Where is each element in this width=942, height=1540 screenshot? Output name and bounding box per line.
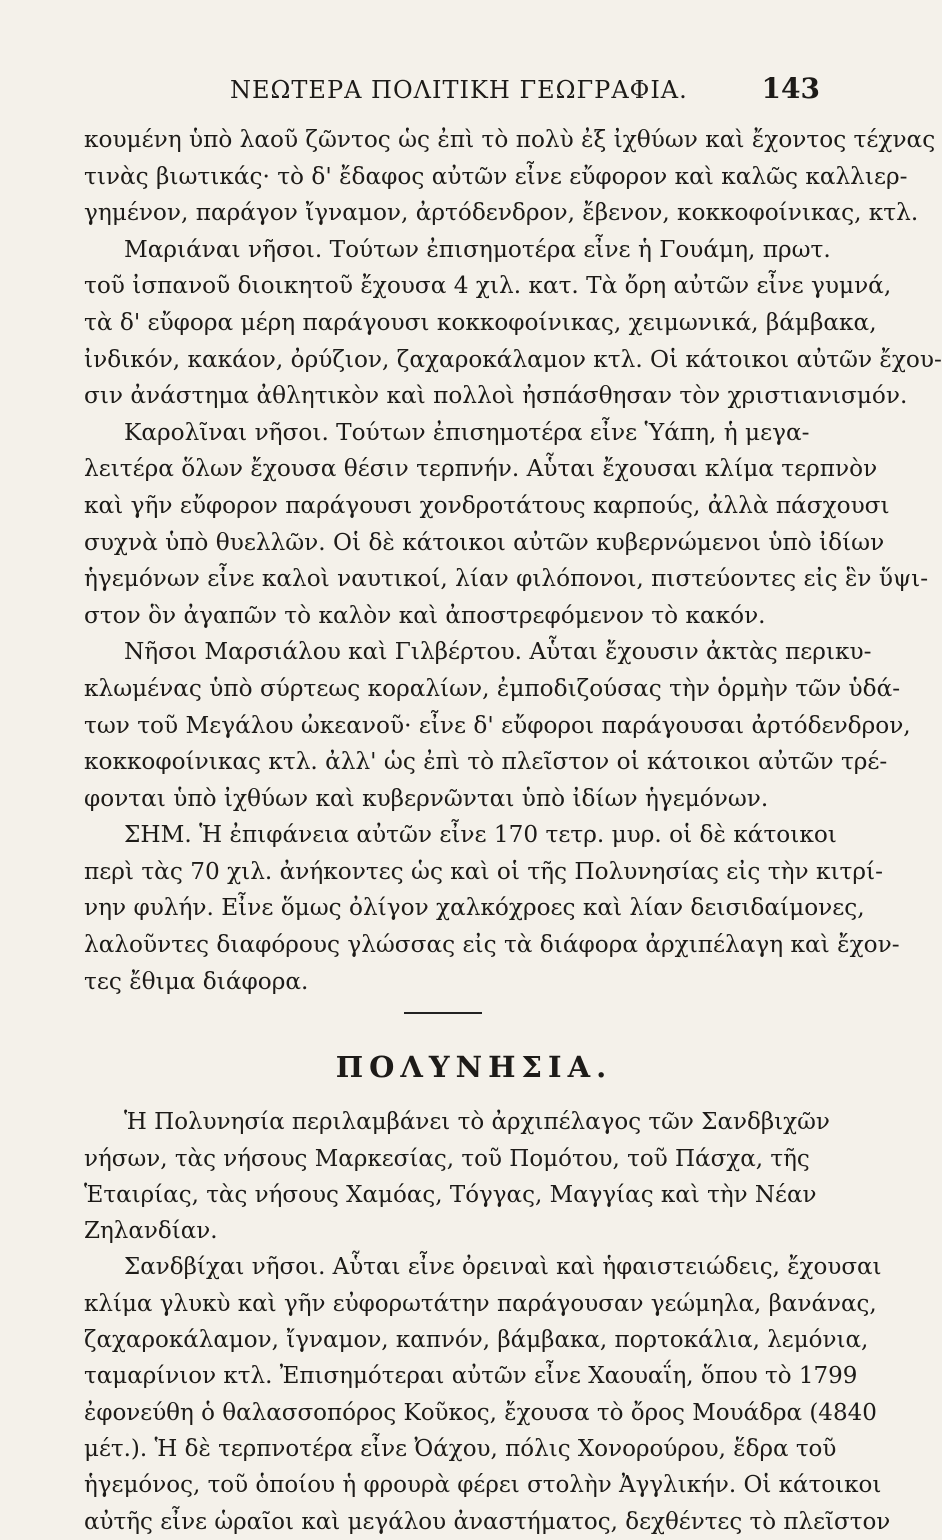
text-line: των τοῦ Μεγάλου ὠκεανοῦ· εἶνε δ' εὔφοροι παράγουσαι ἀρτόδενδρον, — [84, 711, 911, 739]
text-line: κοκκοφοίνικας κτλ. ἀλλ' ὡς ἐπὶ τὸ πλεῖστον οἱ κάτοικοι αὐτῶν τρέ- — [84, 748, 888, 776]
text-line: κουμένη ὑπὸ λαοῦ ζῶντος ὡς ἐπὶ τὸ πολὺ ἐξ ἰχθύων καὶ ἔχοντος τέχνας — [84, 126, 936, 153]
text-line: Ἑταιρίας, τὰς νήσους Χαμόας, Τόγγας, Μαγγίας καὶ τὴν Νέαν — [84, 1181, 817, 1208]
text-line: Ἡ Πολυνησία περιλαμβάνει τὸ ἀρχιπέλαγος τῶν Σανδβιχῶν — [124, 1109, 830, 1136]
text-line: ἡγεμόνων εἶνε καλοὶ ναυτικοί, λίαν φιλόπονοι, πιστεύοντες εἰς ἓν ὕψι- — [84, 565, 929, 593]
divider-rule — [404, 1012, 482, 1014]
text-line: Νῆσοι Μαρσιάλου καὶ Γιλβέρτου. Αὗται ἔχουσιν ἀκτὰς περικυ- — [124, 638, 872, 666]
text-line: στον ὃν ἀγαπῶν τὸ καλὸν καὶ ἀποστρεφόμενον τὸ κακόν. — [84, 601, 766, 629]
text-line: Σανδβίχαι νῆσοι. Αὗται εἶνε ὀρειναὶ καὶ ἡφαιστειώδεις, ἔχουσαι — [124, 1254, 882, 1281]
text-line: κλίμα γλυκὺ καὶ γῆν εὐφορωτάτην παράγουσαν γεώμηλα, βανάνας, — [84, 1290, 877, 1317]
text-line: τοῦ ἰσπανοῦ διοικητοῦ ἔχουσα 4 χιλ. κατ. Τὰ ὄρη αὐτῶν εἶνε γυμνά, — [84, 272, 892, 300]
text-line: αὐτῆς εἶνε ὡραῖοι καὶ μεγάλου ἀναστήματος, δεχθέντες τὸ πλεῖστον — [84, 1508, 891, 1535]
text-line: κλωμένας ὑπὸ σύρτεως κοραλίων, ἐμποδιζούσας τὴν ὁρμὴν τῶν ὑδά- — [84, 674, 901, 702]
page-header — [80, 72, 820, 112]
text-line: μέτ.). Ἡ δὲ τερπνοτέρα εἶνε Ὀάχου, πόλις Χονορούρου, ἕδρα τοῦ — [84, 1435, 837, 1462]
note-line: νην φυλήν. Εἶνε ὅμως ὀλίγον χαλκόχροες καὶ λίαν δεισιδαίμονες, — [84, 894, 865, 922]
body-text — [84, 122, 942, 1540]
section-body — [84, 1104, 891, 1540]
text-line: ζαχαροκάλαμον, ἴγναμον, καπνόν, βάμβακα, πορτοκάλια, λεμόνια, — [84, 1327, 869, 1354]
note-line: ΣΗΜ. Ἡ ἐπιφάνεια αὐτῶν εἶνε 170 τετρ. μυρ. οἱ δὲ κάτοικοι — [124, 821, 837, 849]
text-line: συχνὰ ὑπὸ θυελλῶν. Οἱ δὲ κάτοικοι αὐτῶν κυβερνώμενοι ὑπὸ ἰδίων — [84, 528, 885, 556]
section-heading: ΠΟΛΥΝΗΣΙΑ. — [335, 1050, 613, 1085]
note-line: λαλοῦντες διαφόρους γλώσσας εἰς τὰ διάφορα ἀρχιπέλαγη καὶ ἔχον- — [84, 931, 900, 959]
text-line: καὶ γῆν εὔφορον παράγουσι χονδροτάτους καρπούς, ἀλλὰ πάσχουσι — [84, 491, 890, 519]
text-line: σιν ἀνάστημα ἀθλητικὸν καὶ πολλοὶ ἠσπάσθησαν τὸν χριστιανισμόν. — [84, 382, 908, 410]
text-line: λειτέρα ὅλων ἔχουσα θέσιν τερπνήν. Αὗται ἔχουσαι κλίμα τερπνὸν — [84, 455, 878, 483]
page-number: 143 — [761, 72, 820, 105]
text-line: τὰ δ' εὔφορα μέρη παράγουσι κοκκοφοίνικας, χειμωνικά, βάμβακα, — [84, 308, 877, 336]
text-line: Ζηλανδίαν. — [84, 1218, 218, 1245]
text-line: τινὰς βιωτικάς· τὸ δ' ἔδαφος αὐτῶν εἶνε εὔφορον καὶ καλῶς καλλιερ- — [84, 162, 908, 190]
text-line: γημένον, παράγον ἴγναμον, ἀρτόδενδρον, ἔβενον, κοκκοφοίνικας, κτλ. — [84, 199, 919, 227]
text-line: ταμαρίνιον κτλ. Ἐπισημότεραι αὐτῶν εἶνε Χαουαΐη, ὅπου τὸ 1799 — [84, 1363, 858, 1390]
text-line: ἐφονεύθη ὁ θαλασσοπόρος Κοῦκος, ἔχουσα τὸ ὄρος Μουάδρα (4840 — [84, 1399, 877, 1426]
note-line: περὶ τὰς 70 χιλ. ἀνήκοντες ὡς καὶ οἱ τῆς Πολυνησίας εἰς τὴν κιτρί- — [84, 857, 883, 885]
running-title: ΝΕΩΤΕΡΑ ΠΟΛΙΤΙΚΗ ΓΕΩΓΡΑΦΙΑ. — [230, 76, 688, 104]
text-line: φονται ὑπὸ ἰχθύων καὶ κυβερνῶνται ὑπὸ ἰδίων ἡγεμόνων. — [84, 784, 769, 812]
text-line: ἡγεμόνος, τοῦ ὁποίου ἡ φρουρὰ φέρει στολὴν Ἀγγλικήν. Οἱ κάτοικοι — [84, 1472, 882, 1499]
text-line: νήσων, τὰς νήσους Μαρκεσίας, τοῦ Πομότου, τοῦ Πάσχα, τῆς — [84, 1145, 810, 1172]
text-line: ἰνδικόν, κακάον, ὀρύζιον, ζαχαροκάλαμον κτλ. Οἱ κάτοικοι αὐτῶν ἔχου- — [84, 345, 942, 373]
section-divider — [84, 1000, 824, 1030]
text-line: Μαριάναι νῆσοι. Τούτων ἐπισημοτέρα εἶνε ἡ Γουάμη, πρωτ. — [124, 235, 831, 263]
note-line: τες ἔθιμα διάφορα. — [84, 967, 309, 995]
text-line: Καρολῖναι νῆσοι. Τούτων ἐπισημοτέρα εἶνε Ὑάπη, ἡ μεγα- — [124, 418, 810, 446]
